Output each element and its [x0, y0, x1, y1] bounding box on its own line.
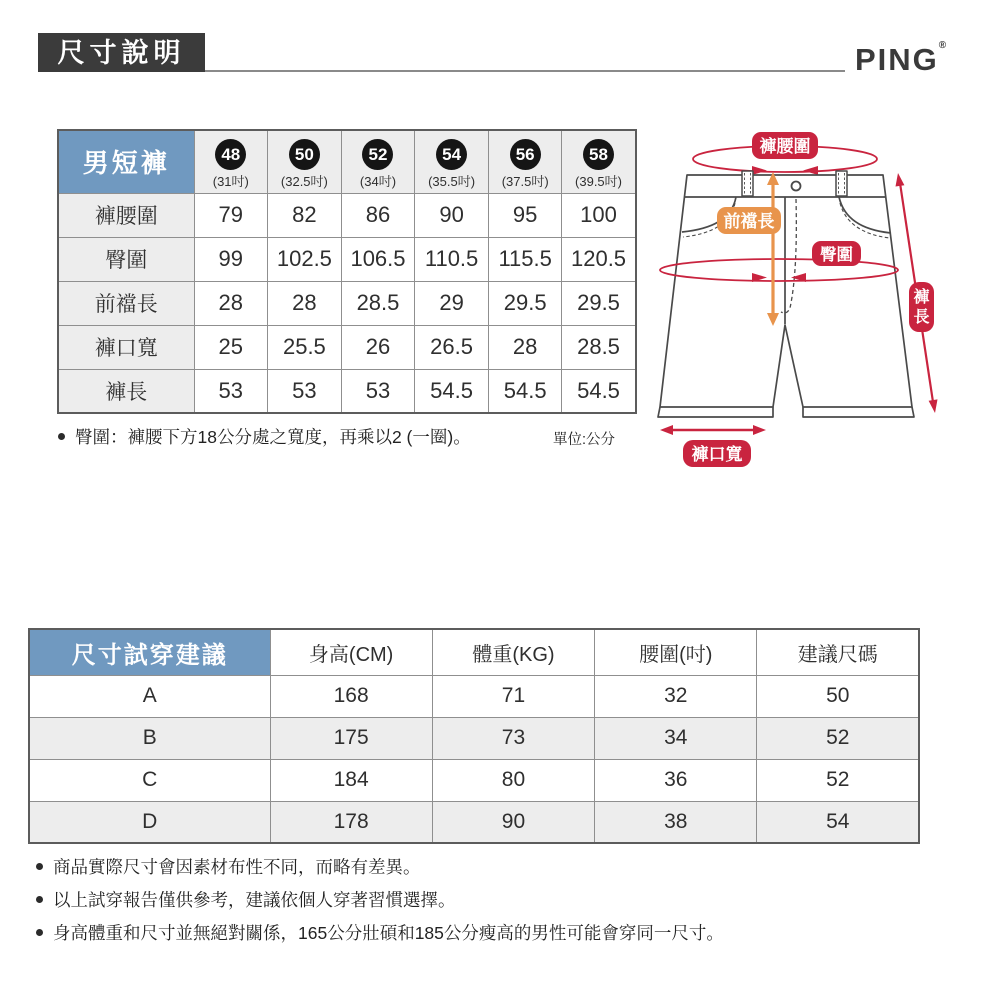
- leg-opening-label: 褲口寬: [691, 445, 743, 464]
- spec-value: 99: [194, 237, 268, 281]
- fit-col-size: 建議尺碼: [757, 629, 919, 675]
- spec-value: 120.5: [562, 237, 636, 281]
- footnote-3: [36, 917, 724, 950]
- fit-row-a: [29, 675, 919, 717]
- spec-value: 102.5: [268, 237, 342, 281]
- shorts-outline: [658, 171, 914, 417]
- shorts-body: [660, 175, 912, 407]
- spec-value: 53: [341, 369, 415, 413]
- spec-row-label: 褲腰圍: [58, 193, 194, 237]
- spec-row-front-rise: [58, 281, 636, 325]
- size-badge: 56: [510, 139, 541, 170]
- spec-value: 53: [194, 369, 268, 413]
- registered-mark: ®: [938, 40, 947, 51]
- bullet-icon: [36, 929, 43, 936]
- footnote-1: [36, 851, 724, 884]
- size-inch: (32.5吋): [280, 173, 328, 189]
- spec-value: 28.5: [562, 325, 636, 369]
- leg-opening-arrow: [660, 425, 766, 435]
- fit-value: 80: [432, 759, 594, 801]
- spec-row-leg-opening: [58, 325, 636, 369]
- spec-value: 90: [415, 193, 489, 237]
- fit-value: 184: [270, 759, 432, 801]
- fit-row-label: D: [29, 801, 270, 843]
- spec-value: 95: [488, 193, 562, 237]
- spec-row-label: 臀圍: [58, 237, 194, 281]
- waist-arrow-right-icon: [803, 166, 818, 175]
- size-inch: (37.5吋): [501, 173, 549, 189]
- spec-row-label: 褲長: [58, 369, 194, 413]
- size-badge: 48: [215, 139, 246, 170]
- footnote-text: 身高體重和尺寸並無絕對關係，165公分壯碩和185公分瘦高的男性可能會穿同一尺寸。: [53, 923, 724, 943]
- bullet-icon: [36, 896, 43, 903]
- spec-value: 106.5: [341, 237, 415, 281]
- hip-note-text: 臀圍：褲腰下方18公分處之寬度，再乘以2 (一圈)。: [75, 427, 471, 447]
- size-badge: 50: [289, 139, 320, 170]
- spec-row-waist: [58, 193, 636, 237]
- spec-value: 25: [194, 325, 268, 369]
- spec-row-label: 褲口寬: [58, 325, 194, 369]
- size-inch: (39.5吋): [575, 173, 622, 189]
- fit-value: 73: [432, 717, 594, 759]
- spec-value: 29.5: [562, 281, 636, 325]
- spec-row-length: [58, 369, 636, 413]
- length-label-char2: 長: [913, 309, 930, 326]
- fit-value: 38: [595, 801, 757, 843]
- size-col-52: [341, 130, 415, 193]
- spec-value: 26.5: [415, 325, 489, 369]
- footnote-2: [36, 884, 724, 917]
- waist-label: 褲腰圍: [759, 137, 811, 156]
- fit-value: 34: [595, 717, 757, 759]
- fit-col-waist: 腰圍(吋): [595, 629, 757, 675]
- size-badge: 54: [436, 139, 467, 170]
- fit-value: 168: [270, 675, 432, 717]
- spec-value: 28: [488, 325, 562, 369]
- front-rise-label: 前襠長: [723, 212, 775, 231]
- fit-value: 71: [432, 675, 594, 717]
- size-inch: (31吋): [212, 173, 249, 189]
- spec-row-label: 前襠長: [58, 281, 194, 325]
- spec-value: 29: [415, 281, 489, 325]
- fit-col-weight: 體重(KG): [432, 629, 594, 675]
- size-table-title: 男短褲: [58, 130, 194, 193]
- spec-value: 82: [268, 193, 342, 237]
- spec-row-hip: [58, 237, 636, 281]
- fit-value: 52: [757, 717, 919, 759]
- fit-col-height: 身高(CM): [270, 629, 432, 675]
- fit-table-title: 尺寸試穿建議: [29, 629, 270, 675]
- fit-value: 175: [270, 717, 432, 759]
- fit-value: 32: [595, 675, 757, 717]
- fit-row-c: [29, 759, 919, 801]
- spec-value: 54.5: [562, 369, 636, 413]
- footnote-text: 以上試穿報告僅供參考，建議依個人穿著習慣選擇。: [53, 890, 456, 910]
- hip-label: 臀圍: [820, 246, 853, 264]
- size-inch: (34吋): [359, 173, 397, 189]
- belt-loop-left: [742, 171, 753, 196]
- size-col-54: [415, 130, 489, 193]
- fit-row-d: [29, 801, 919, 843]
- brand-text: PING: [855, 42, 939, 77]
- waist-button: [792, 182, 801, 191]
- spec-value: 79: [194, 193, 268, 237]
- spec-value: 26: [341, 325, 415, 369]
- size-badge: 52: [362, 139, 393, 170]
- size-col-56: [488, 130, 562, 193]
- spec-value: 28: [194, 281, 268, 325]
- spec-value: 25.5: [268, 325, 342, 369]
- footnote-text: 商品實際尺寸會因素材布性不同，而略有差異。: [53, 857, 421, 877]
- fit-value: 52: [757, 759, 919, 801]
- left-hem-band: [658, 407, 773, 417]
- size-spec-table: [57, 129, 637, 414]
- fit-value: 90: [432, 801, 594, 843]
- size-table-header-row: [58, 130, 636, 193]
- waist-arrow-left-icon: [752, 166, 767, 175]
- belt-loop-right: [836, 171, 847, 196]
- fit-value: 50: [757, 675, 919, 717]
- spec-value: 110.5: [415, 237, 489, 281]
- spec-value: 28: [268, 281, 342, 325]
- spec-value: 54.5: [415, 369, 489, 413]
- spec-value: 54.5: [488, 369, 562, 413]
- fit-value: 36: [595, 759, 757, 801]
- header-divider: [205, 70, 845, 72]
- brand-logo: [855, 42, 946, 78]
- shorts-measurement-diagram: [640, 115, 1000, 475]
- hip-note: [58, 424, 471, 449]
- length-label-char1: 褲: [913, 289, 930, 306]
- bullet-icon: [58, 433, 65, 440]
- fit-row-label: B: [29, 717, 270, 759]
- bullet-icon: [36, 863, 43, 870]
- right-hem-band: [803, 407, 914, 417]
- spec-value: 28.5: [341, 281, 415, 325]
- fit-row-label: A: [29, 675, 270, 717]
- size-col-50: [268, 130, 342, 193]
- footnotes: [36, 851, 724, 950]
- fit-table-header-row: [29, 629, 919, 675]
- page-title: 尺寸說明: [38, 33, 205, 72]
- fit-row-label: C: [29, 759, 270, 801]
- spec-value: 53: [268, 369, 342, 413]
- size-badge: 58: [583, 139, 614, 170]
- fit-suggestion-table: [28, 628, 920, 844]
- size-inch: (35.5吋): [428, 173, 476, 189]
- spec-value: 29.5: [488, 281, 562, 325]
- fit-row-b: [29, 717, 919, 759]
- size-col-48: [194, 130, 268, 193]
- spec-value: 115.5: [488, 237, 562, 281]
- fit-value: 178: [270, 801, 432, 843]
- size-col-58: [562, 130, 636, 193]
- fit-value: 54: [757, 801, 919, 843]
- spec-value: 86: [341, 193, 415, 237]
- spec-value: 100: [562, 193, 636, 237]
- unit-label: 單位:公分: [553, 432, 616, 448]
